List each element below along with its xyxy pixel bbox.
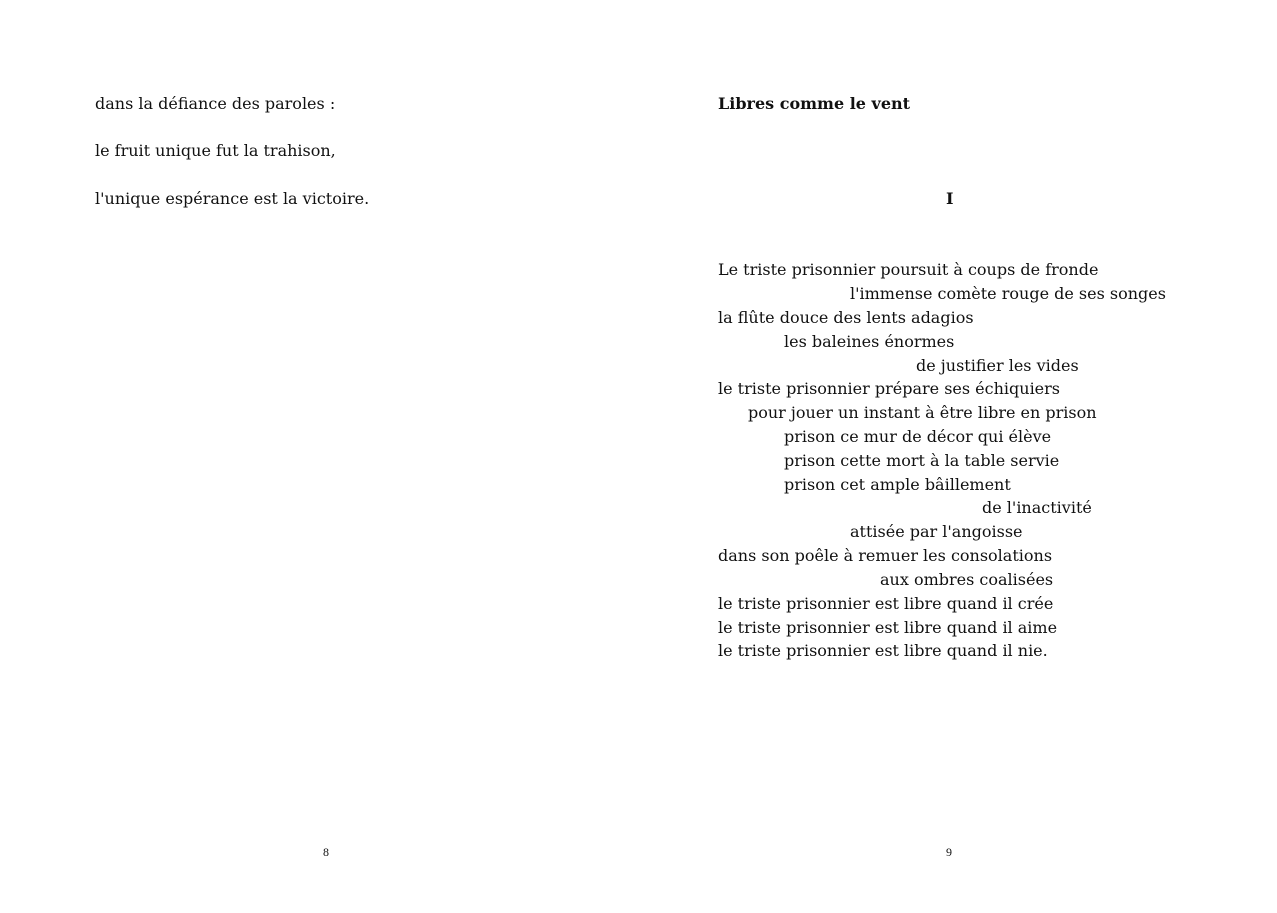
verse-line: aux ombres coalisées [880,570,1054,589]
verse-line: les baleines énormes [784,332,955,351]
page-number: 8 [323,845,329,859]
poem-title: Libres comme le vent [718,94,911,113]
verse-line: Le triste prisonnier poursuit à coups de fronde [718,260,1099,279]
verse-line: prison cet ample bâillement [784,475,1011,494]
verse-line: prison ce mur de décor qui élève [784,427,1052,446]
verse-line: le triste prisonnier est libre quand il aime [718,618,1058,637]
verse-line: l'immense comète rouge de ses songes [850,284,1166,303]
page-number: 9 [946,845,952,859]
right-page [638,0,1277,913]
verse-line: pour jouer un instant à être libre en prison [748,403,1097,422]
verse-line: dans son poêle à remuer les consolations [718,546,1053,565]
verse-line: de l'inactivité [982,498,1092,517]
verse-line: de justifier les vides [916,356,1079,375]
verse-line: le triste prisonnier est libre quand il crée [718,594,1054,613]
verse-line: la flûte douce des lents adagios [718,308,974,327]
text-line: le fruit unique fut la trahison, [95,141,336,160]
section-number: I [946,189,954,208]
text-line: l'unique espérance est la victoire. [95,189,370,208]
left-page [0,0,638,913]
verse-line: prison cette mort à la table servie [784,451,1060,470]
text-line: dans la défiance des paroles : [95,94,336,113]
verse-line: attisée par l'angoisse [850,522,1023,541]
verse-line: le triste prisonnier prépare ses échiquiers [718,379,1061,398]
verse-line: le triste prisonnier est libre quand il nie. [718,641,1048,660]
